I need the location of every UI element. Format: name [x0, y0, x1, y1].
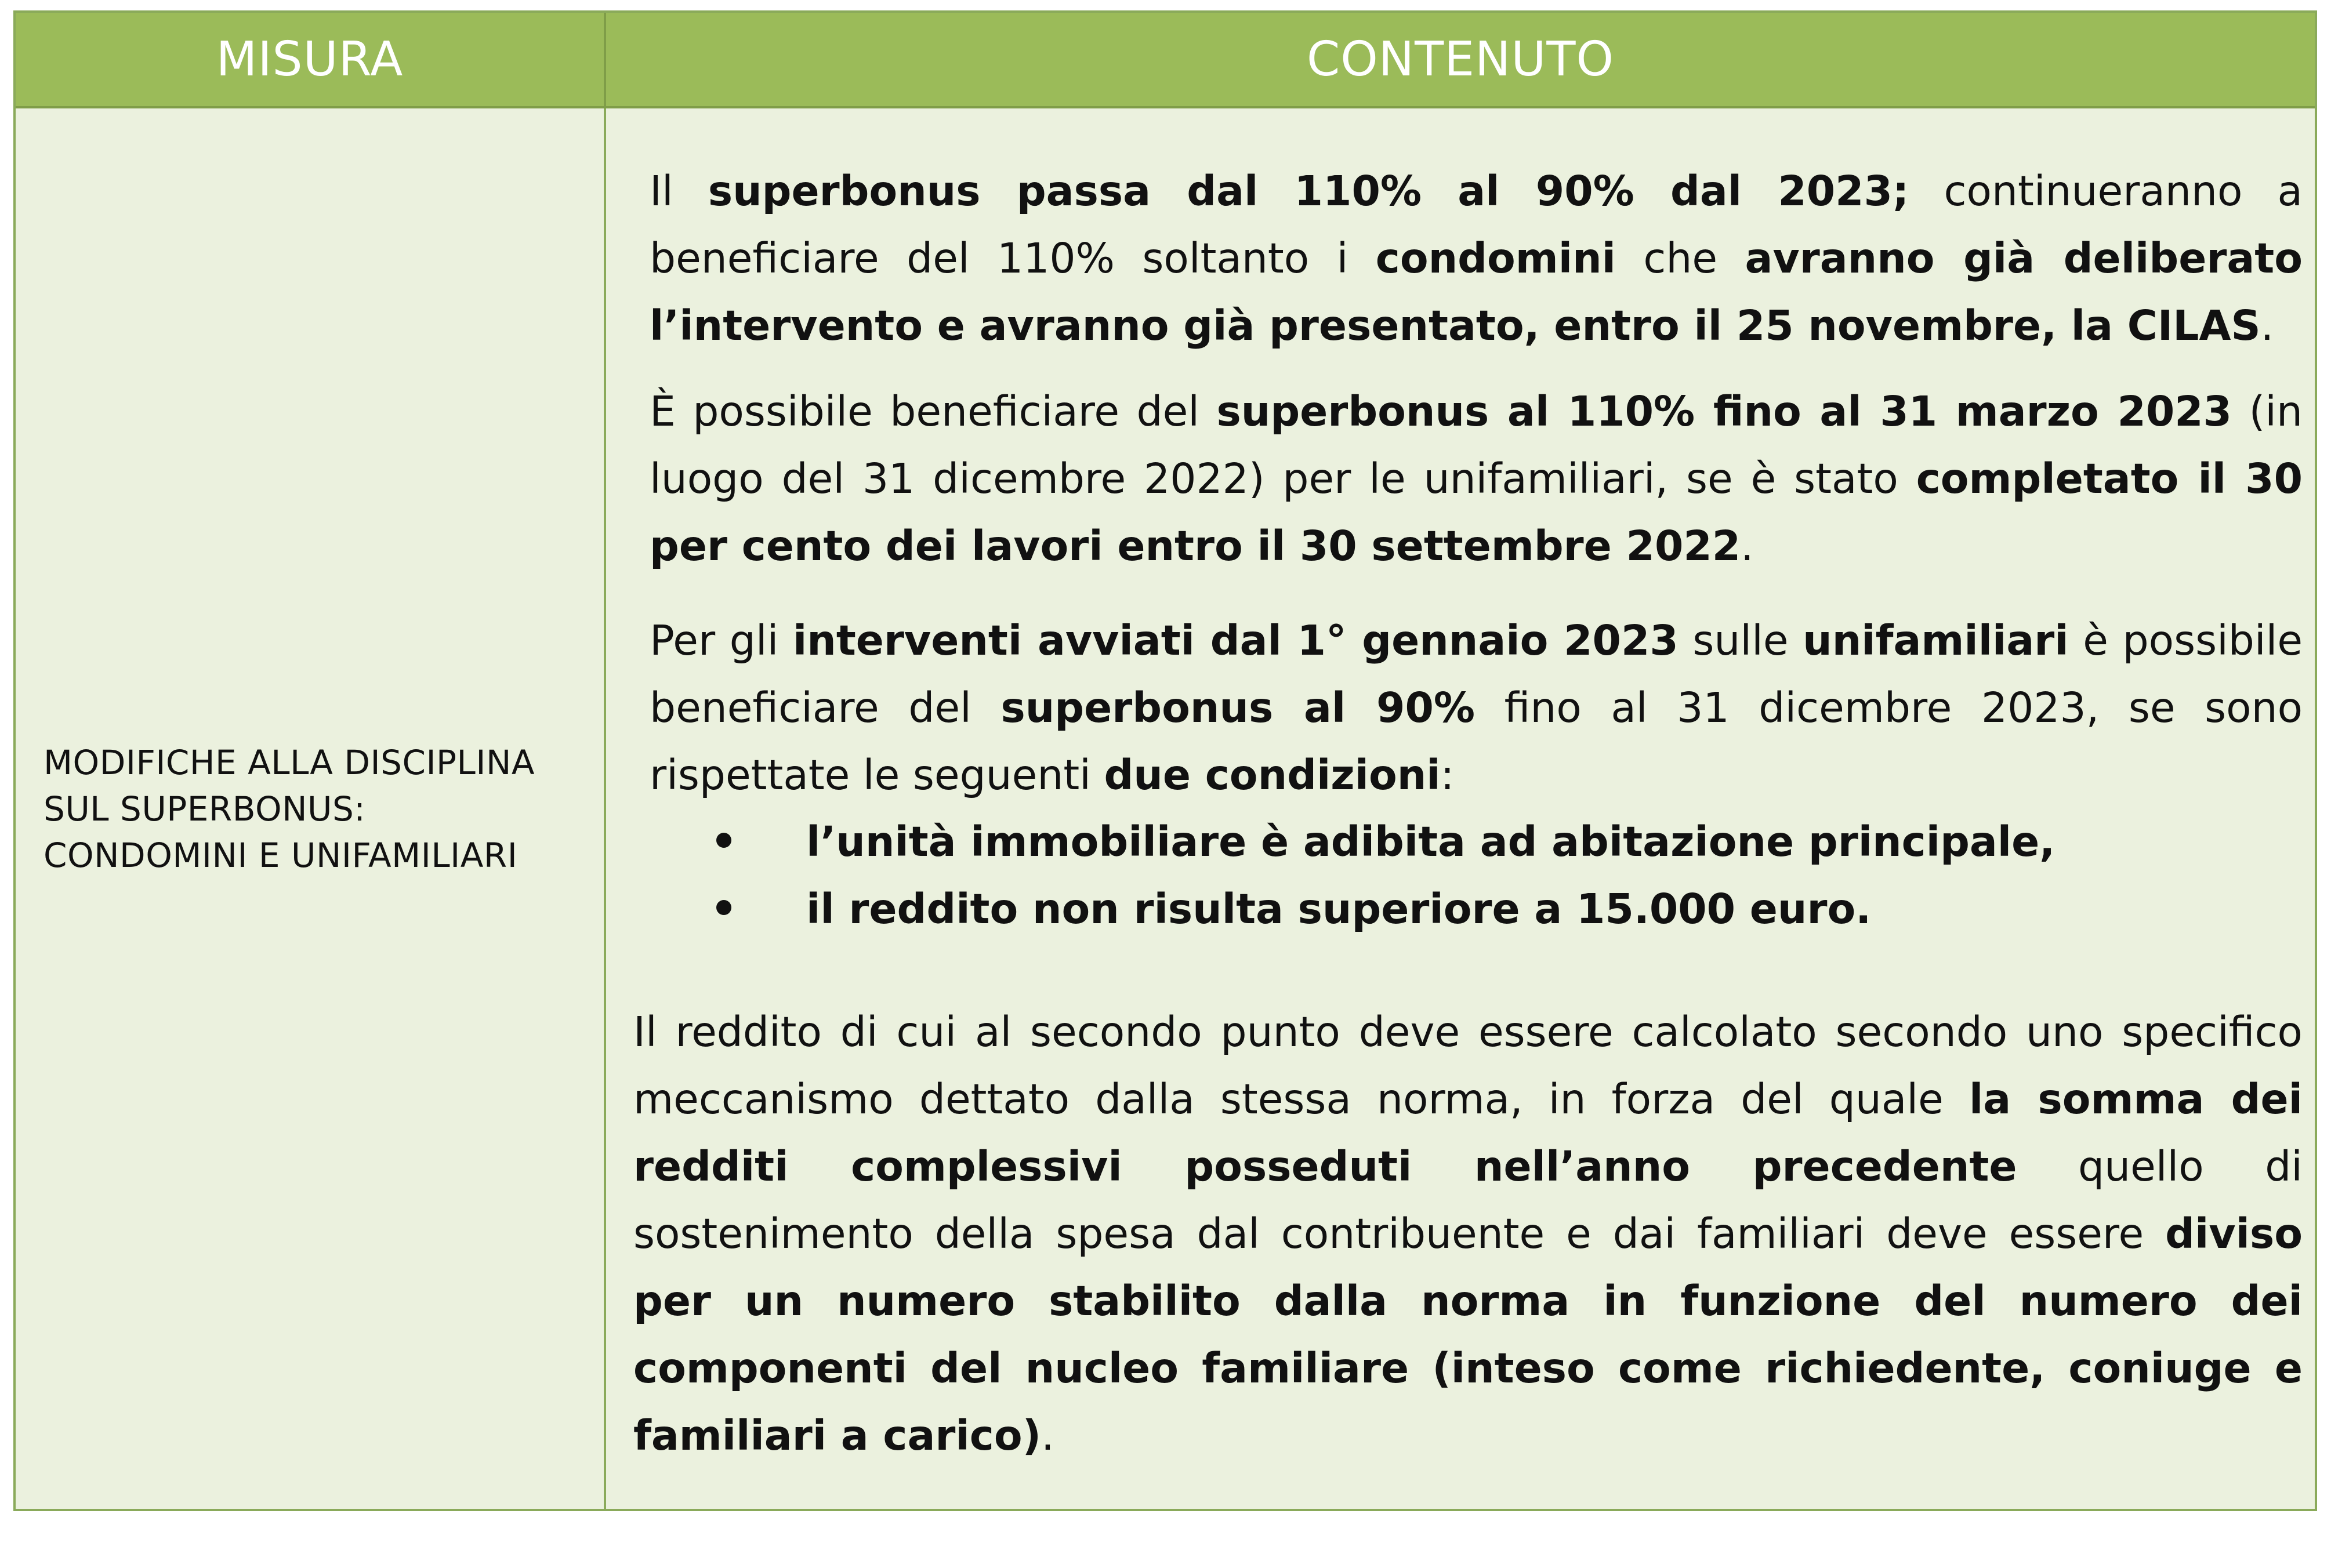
bullet-icon: [716, 900, 731, 915]
measure-cell: [16, 108, 606, 1509]
paragraph-income-calculation: [633, 999, 2303, 1469]
header-contenuto: CONTENUTO: [606, 13, 2315, 108]
bold-text-run: condomini: [1375, 234, 1616, 282]
bullet-icon: [716, 833, 731, 848]
list-item: [650, 808, 2303, 876]
measure-title-line: SUL SUPERBONUS:: [43, 789, 366, 829]
text-run: Il reddito di cui al secondo punto deve essere calcolato secondo uno specifico meccanismo dettato dalla stessa norma, in forza del quale: [633, 1008, 2303, 1123]
text-run: continueranno a beneficiare del 110% soltanto i: [650, 167, 2303, 282]
text-run: sulle: [1678, 616, 1803, 665]
text-run: Il: [650, 167, 708, 215]
bold-text-run: completato il 30 per cento dei lavori entro il 30 settembre 2022: [650, 455, 2303, 570]
paragraph-superbonus-condomini: [650, 158, 2303, 360]
measure-title-line: MODIFICHE ALLA DISCIPLINA: [43, 742, 535, 782]
measure-title: [43, 739, 535, 879]
content-cell: [606, 108, 2315, 1509]
measure-title-line: CONDOMINI E UNIFAMILIARI: [43, 835, 518, 875]
bold-text-run: interventi avviati dal 1° gennaio 2023: [792, 616, 1679, 665]
text-run: è possibile beneficiare del: [650, 616, 2303, 732]
condition-text: il reddito non risulta superiore a 15.000 euro.: [806, 885, 1872, 933]
bold-text-run: superbonus passa dal 110% al 90% dal 2023;: [708, 167, 1909, 215]
text-run: .: [1741, 522, 1754, 570]
bold-text-run: la somma dei redditi complessivi posseduti nell’anno precedente: [633, 1075, 2303, 1190]
bold-text-run: superbonus al 90%: [1000, 684, 1475, 732]
text-run: che: [1615, 234, 1745, 282]
measure-table: [13, 10, 2317, 1511]
text-run: quello di sostenimento della spesa dal contribuente e dai familiari deve essere: [633, 1142, 2303, 1258]
conditions-list: [650, 808, 2303, 943]
text-run: È possibile beneficiare del: [650, 387, 1217, 435]
bold-text-run: superbonus al 110% fino al 31 marzo 2023: [1216, 387, 2232, 435]
paragraph-superbonus-unifamiliari-110: [650, 378, 2303, 580]
paragraph-superbonus-unifamiliari-90: [650, 607, 2303, 809]
condition-text: l’unità immobiliare è adibita ad abitazione principale,: [806, 818, 2056, 866]
text-run: :: [1440, 751, 1455, 799]
text-run: (in luogo del 31 dicembre 2022) per le unifamiliari, se è stato: [650, 387, 2303, 503]
bold-text-run: avranno già deliberato l’intervento e avranno già presentato, entro il 25 novembre, la CILAS: [650, 234, 2303, 350]
text-run: fino al 31 dicembre 2023, se sono rispettate le seguenti: [650, 684, 2303, 799]
bold-text-run: due condizioni: [1104, 751, 1441, 799]
header-misura: MISURA: [16, 13, 606, 108]
text-run: .: [2260, 302, 2274, 350]
bold-text-run: unifamiliari: [1803, 616, 2069, 665]
text-run: Per gli: [650, 616, 793, 665]
bold-text-run: diviso per un numero stabilito dalla norma in funzione del numero dei componenti del nucleo familiare (inteso come richiedente, coniuge e familiari a carico): [633, 1210, 2303, 1460]
list-item: [650, 876, 2303, 943]
text-run: .: [1041, 1411, 1054, 1460]
